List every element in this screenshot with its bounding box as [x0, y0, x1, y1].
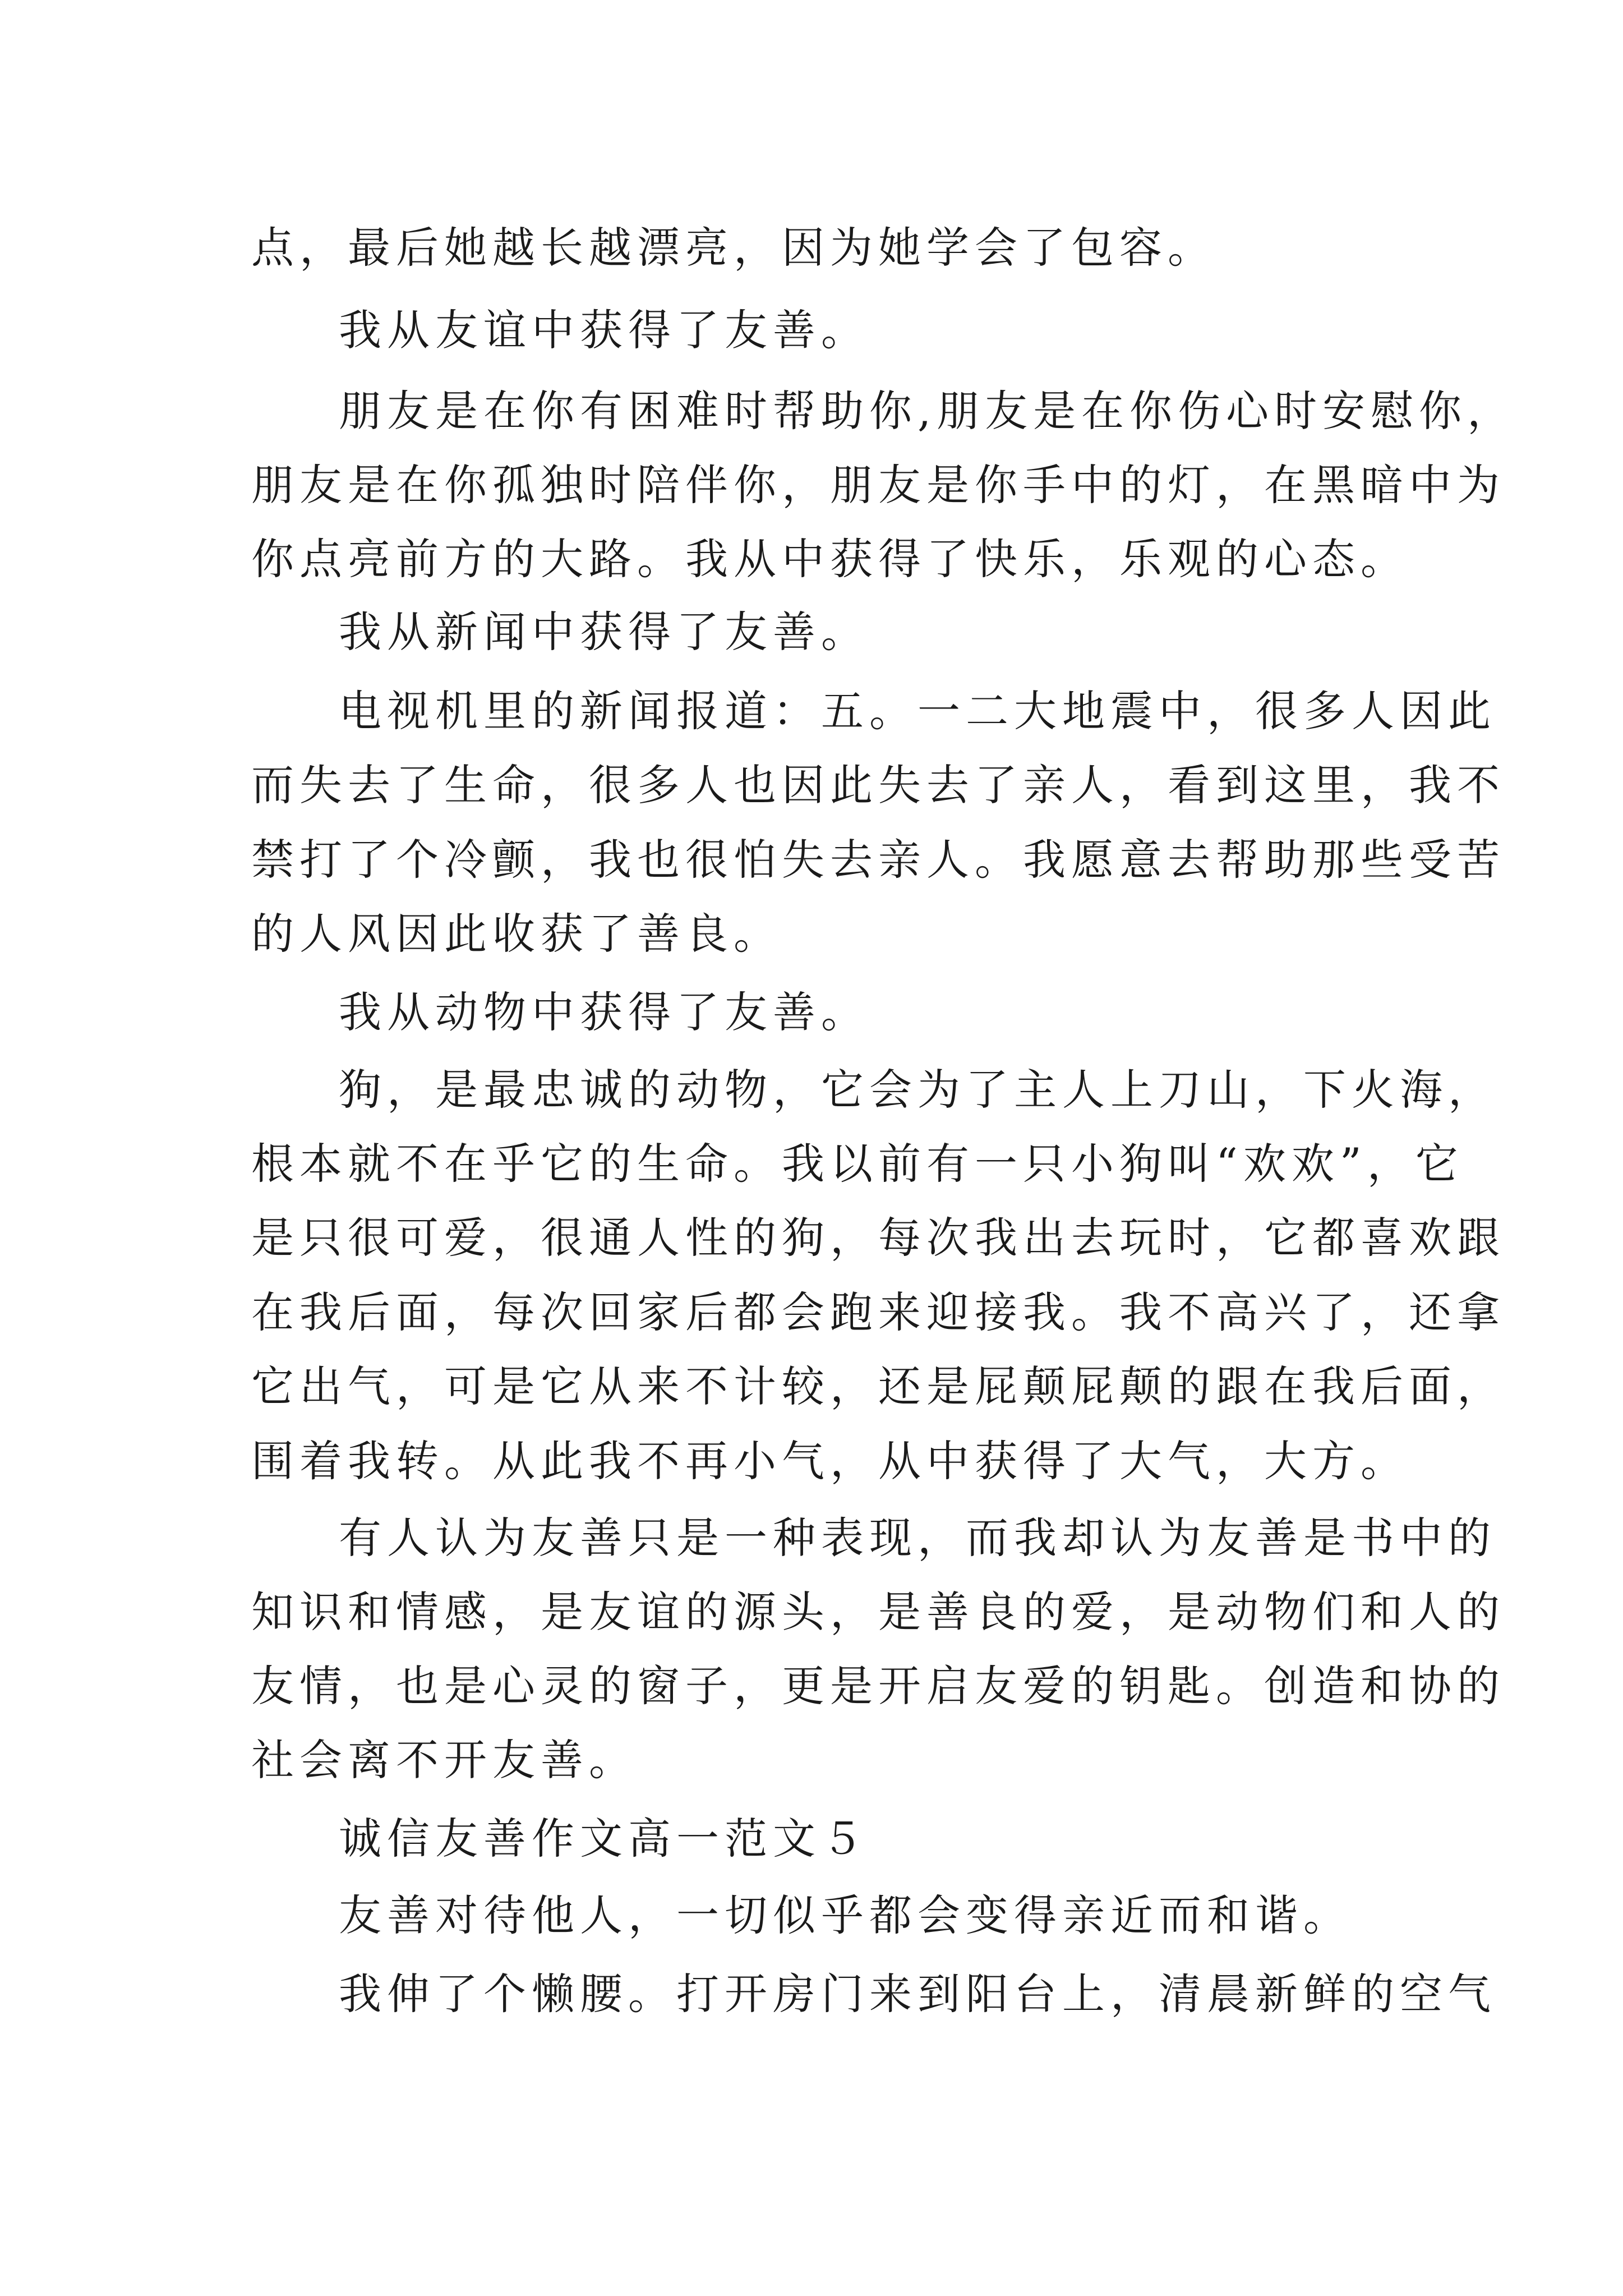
text-line: 你点亮前方的大路。我从中获得了快乐，乐观的心态。 [251, 534, 1409, 584]
text-line: 在我后面，每次回家后都会跑来迎接我。我不高兴了，还拿 [251, 1287, 1505, 1337]
text-line: 我伸了个懒腰。打开房门来到阳台上，清晨新鲜的空气 [339, 1969, 1496, 2019]
text-line: 我从友谊中获得了友善。 [339, 305, 869, 355]
text-line: 社会离不开友善。 [251, 1735, 637, 1785]
text-line: 朋友是在你有困难时帮助你,朋友是在你伤心时安慰你， [339, 386, 1516, 436]
text-line: 围着我转。从此我不再小气，从中获得了大气，大方。 [251, 1436, 1409, 1486]
text-line: 电视机里的新闻报道：五。一二大地震中，很多人因此 [339, 686, 1496, 736]
text-line: 是只很可爱，很通人性的狗，每次我出去玩时，它都喜欢跟 [251, 1213, 1505, 1263]
text-line: 我从动物中获得了友善。 [339, 987, 869, 1037]
text-line: 禁打了个冷颤，我也很怕失去亲人。我愿意去帮助那些受苦 [251, 835, 1505, 885]
text-line: 我从新闻中获得了友善。 [339, 607, 869, 657]
text-line: 友善对待他人，一切似乎都会变得亲近而和谐。 [339, 1890, 1352, 1940]
text-line: 点，最后她越长越漂亮，因为她学会了包容。 [251, 223, 1216, 273]
text-line: 狗，是最忠诚的动物，它会为了主人上刀山，下火海， [339, 1065, 1496, 1115]
text-line: 知识和情感，是友谊的源头，是善良的爱，是动物们和人的 [251, 1587, 1505, 1637]
text-line: 友情，也是心灵的窗子，更是开启友爱的钥匙。创造和协的 [251, 1661, 1505, 1711]
text-line: 有人认为友善只是一种表现，而我却认为友善是书中的 [339, 1513, 1496, 1563]
text-line: 的人风因此收获了善良。 [251, 909, 782, 959]
text-line: 朋友是在你孤独时陪伴你，朋友是你手中的灯，在黑暗中为 [251, 460, 1505, 510]
text-line: 而失去了生命，很多人也因此失去了亲人，看到这里，我不 [251, 760, 1505, 810]
text-line: 根本就不在乎它的生命。我以前有一只小狗叫“欢欢”，它 [251, 1139, 1464, 1189]
section-heading: 诚信友善作文高一范文５ [339, 1814, 869, 1864]
text-line: 它出气，可是它从来不计较，还是屁颠屁颠的跟在我后面， [251, 1361, 1505, 1411]
